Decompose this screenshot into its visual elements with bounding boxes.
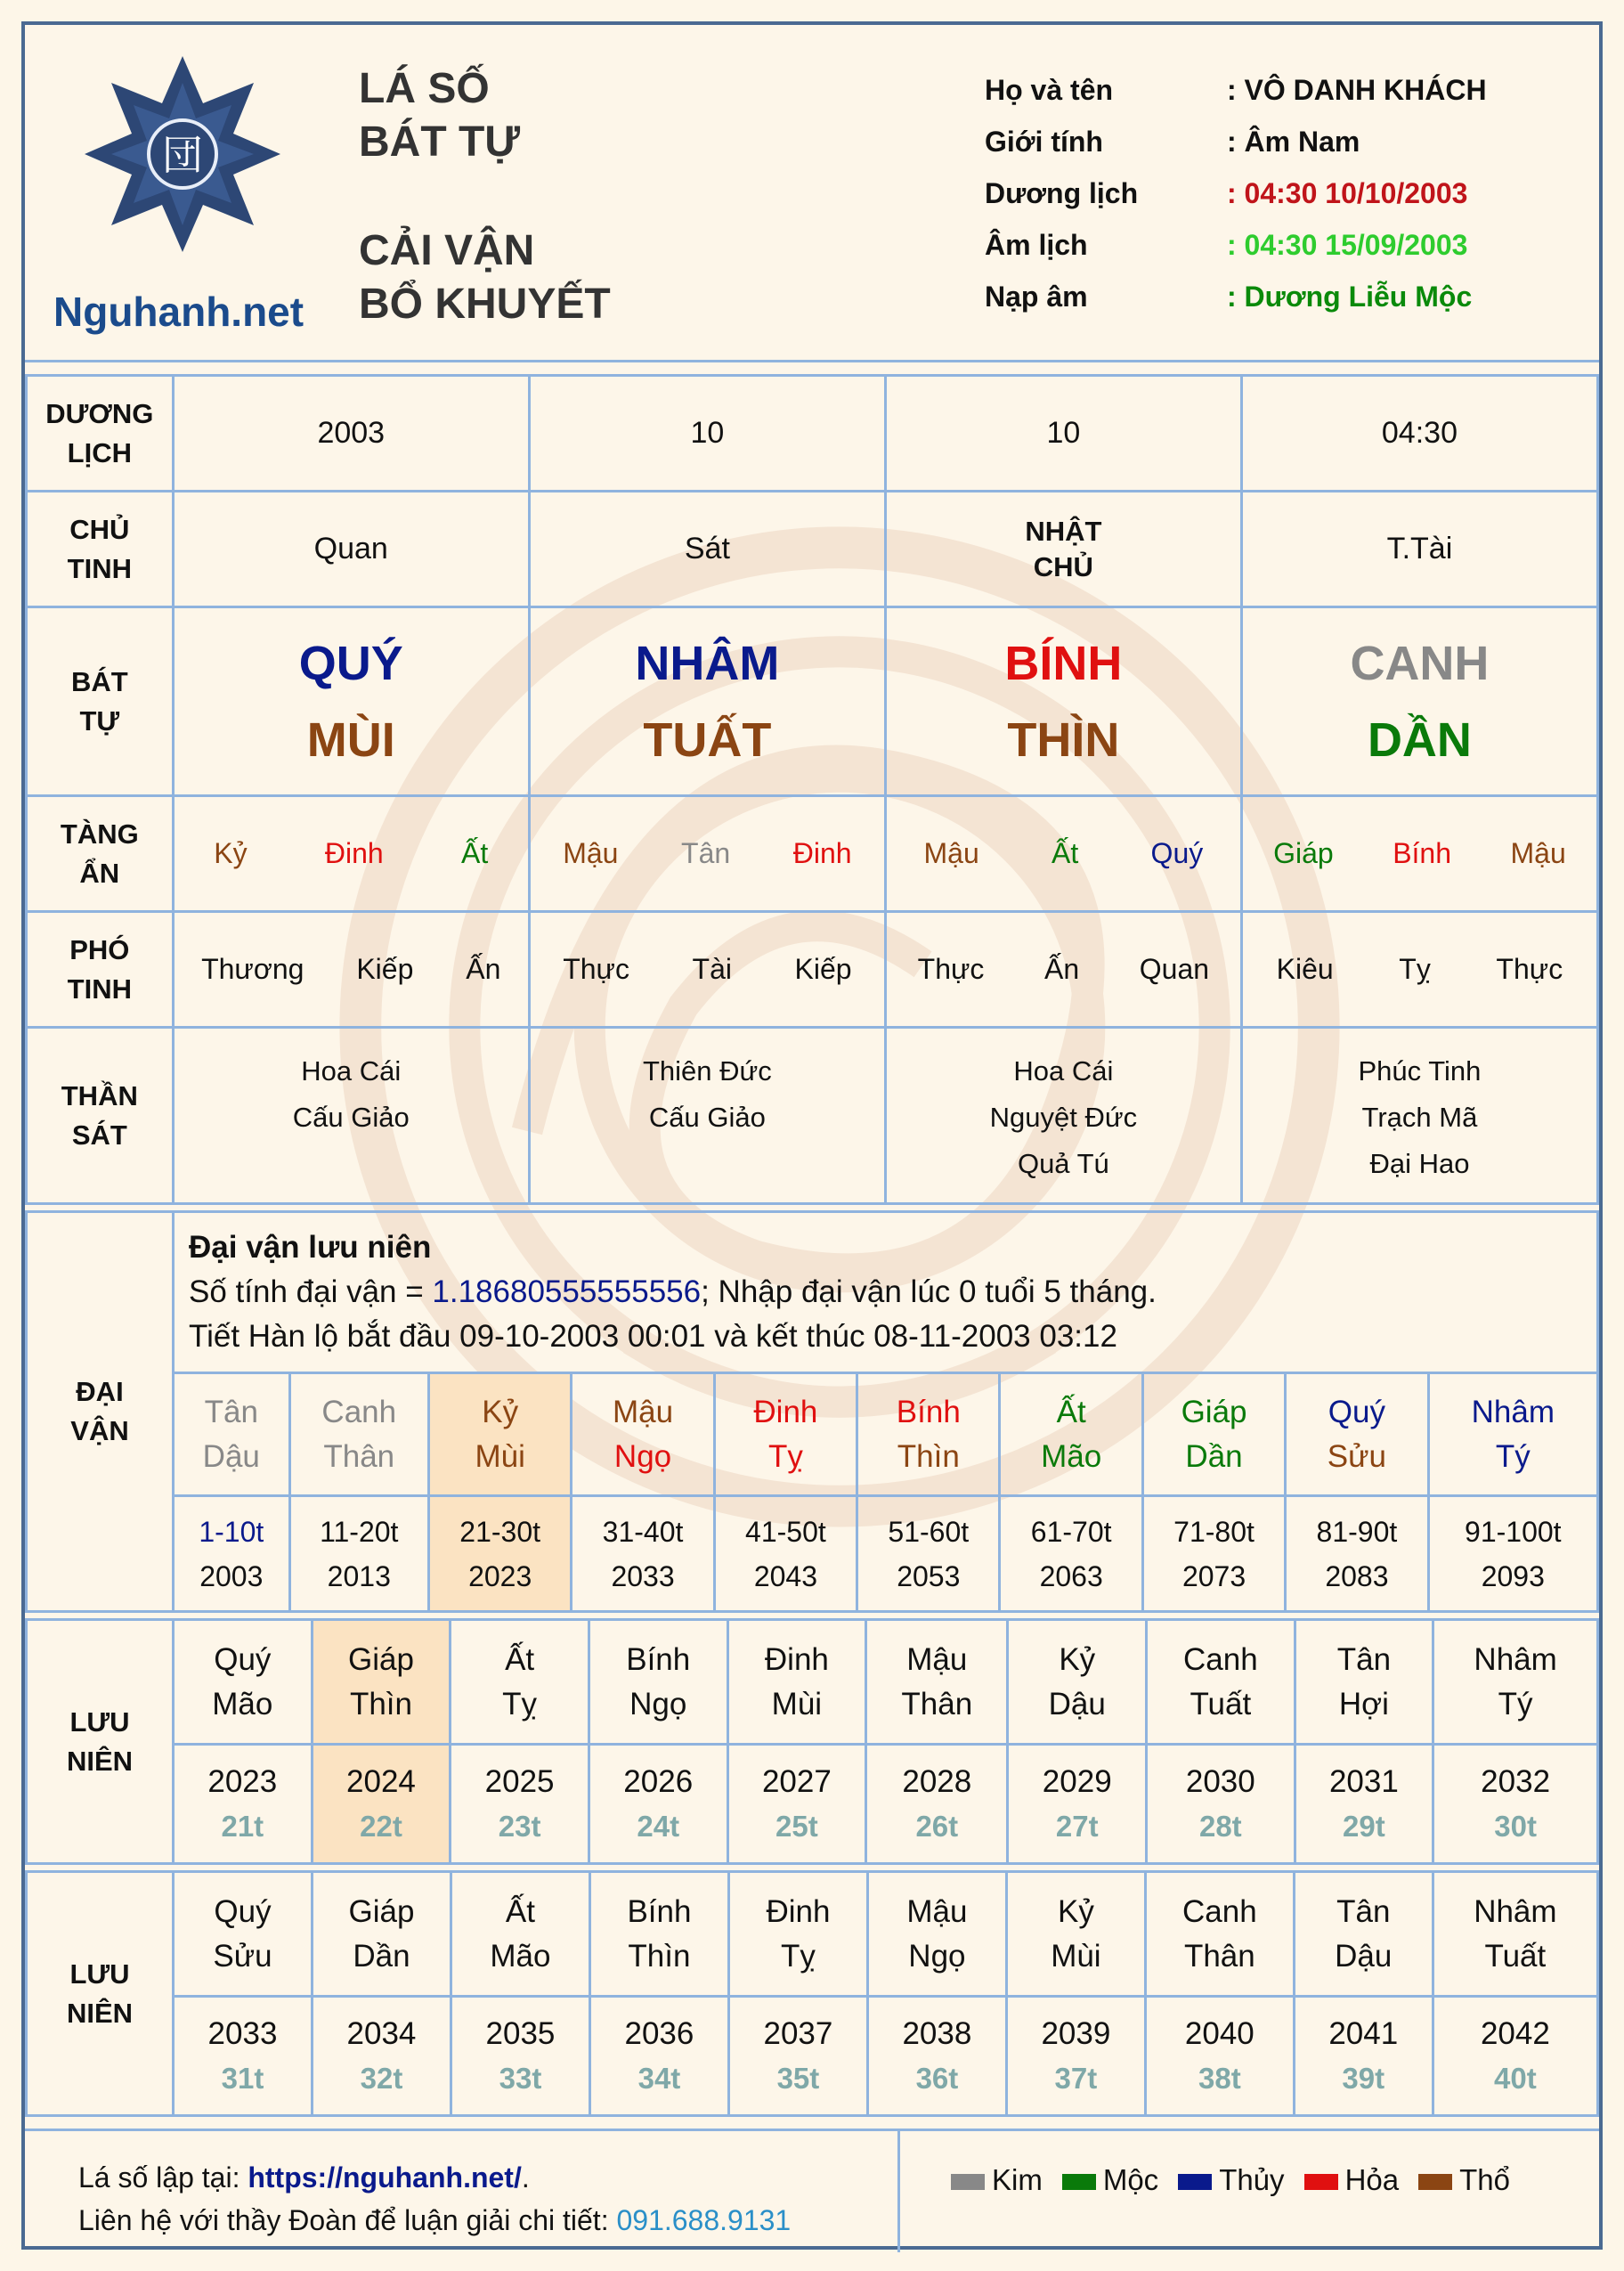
luu-nien-2-year-3: 2035 33t	[451, 1997, 589, 2116]
dai-van-age-10: 91-100t 2093	[1428, 1496, 1597, 1612]
luu-nien-1-year-9: 2031 29t	[1295, 1745, 1433, 1864]
site-name[interactable]: Nguhanh.net	[53, 289, 304, 335]
dai-van-age-3: 21-30t 2023	[428, 1496, 571, 1612]
row-tang-an	[27, 796, 1598, 912]
chu-tinh-day: NHẬT CHỦ	[885, 492, 1241, 607]
luu-nien-1-cell-10: Nhâm Tý	[1433, 1620, 1598, 1745]
pho-tinh-hour: Kiêu Tỵ Thực	[1241, 912, 1597, 1028]
luu-nien-1-cell-5: Đinh Mùi	[727, 1620, 866, 1745]
legend-swatch-icon	[1418, 2174, 1452, 2190]
luu-nien-2-cell-3: Ất Mão	[451, 1872, 589, 1997]
than-sat-month: Thiên Đức Cấu Giảo	[529, 1028, 885, 1204]
pillar-day: BÍNH THÌN	[885, 607, 1241, 796]
pho-tinh-year: Thương Kiếp Ấn	[173, 912, 529, 1028]
tang-an-year: Kỷ Đinh Ất	[173, 796, 529, 912]
chart-title: LÁ SỐ BÁT TỰ CẢI VẬN BỔ KHUYẾT	[359, 65, 611, 328]
row-duong-lich	[27, 376, 1598, 492]
dai-van-age-7: 61-70t 2063	[1000, 1496, 1142, 1612]
luu-nien-2-year-6: 2038 36t	[867, 1997, 1006, 2116]
label-than-sat: THẦN SÁT	[27, 1028, 174, 1204]
luu-nien-2-year-2: 2034 32t	[312, 1997, 451, 2116]
header-divider	[25, 360, 1599, 362]
personal-info: Họ và tên : VÔ DANH KHÁCH Giới tính : Âm Nam Dương lịch : 04:30 10/10/2003 Âm lịch : 04:30 15/09/2003 Nạp âm : Dương Liễu Mộc	[985, 74, 1487, 313]
than-sat-day: Hoa Cái Nguyệt Đức Quả Tú	[885, 1028, 1241, 1204]
label-luu-nien-1: LƯU NIÊN	[27, 1620, 174, 1864]
luu-nien-1-cell-9: Tân Hợi	[1295, 1620, 1433, 1745]
label-bat-tu: BÁT TỰ	[27, 607, 174, 796]
luu-nien-2-year-10: 2042 40t	[1433, 1997, 1597, 2116]
luu-nien-1-year-8: 2030 28t	[1147, 1745, 1295, 1864]
legend-item-Thủy: Thủy	[1178, 2163, 1284, 2197]
luu-nien-2-cell-8: Canh Thân	[1145, 1872, 1294, 1997]
pillar-month: NHÂM TUẤT	[529, 607, 885, 796]
dai-van-cell-10: Nhâm Tý	[1428, 1373, 1597, 1496]
legend-item-Kim: Kim	[951, 2163, 1043, 2197]
luu-nien-table-1	[25, 1618, 1599, 1865]
chu-tinh-month: Sát	[529, 492, 885, 607]
dai-van-cell-1: Tân Dậu	[174, 1373, 290, 1496]
luu-nien-1-year-5: 2027 25t	[727, 1745, 866, 1864]
label-tang-an: TÀNG ẨN	[27, 796, 174, 912]
duong-year: 2003	[173, 376, 529, 492]
dai-van-age-9: 81-90t 2083	[1286, 1496, 1428, 1612]
tang-an-month: Mậu Tân Đinh	[529, 796, 885, 912]
luu-nien-table-2	[25, 1870, 1599, 2117]
luu-nien-2-cell-10: Nhâm Tuất	[1433, 1872, 1597, 1997]
tang-an-hour: Giáp Bính Mậu	[1241, 796, 1597, 912]
footer-text: Lá số lập tại: https://nguhanh.net/. Liên hệ với thầy Đoàn để luận giải chi tiết: 091.688.9131	[78, 2161, 792, 2236]
legend-item-Mộc: Mộc	[1062, 2163, 1158, 2197]
luu-nien-2-cell-2: Giáp Dần	[312, 1872, 451, 1997]
row-bat-tu	[27, 607, 1598, 796]
legend-item-Thổ: Thổ	[1418, 2163, 1510, 2197]
luu-nien-1-cell-4: Bính Ngọ	[589, 1620, 727, 1745]
dai-van-cell-5: Đinh Tỵ	[714, 1373, 857, 1496]
luu-nien-2-cell-4: Bính Thìn	[589, 1872, 728, 1997]
legend-swatch-icon	[951, 2174, 985, 2190]
than-sat-hour: Phúc Tinh Trạch Mã Đại Hao	[1241, 1028, 1597, 1204]
luu-nien-1-year-10: 2032 30t	[1433, 1745, 1598, 1864]
dai-van-age-8: 71-80t 2073	[1142, 1496, 1285, 1612]
luu-nien-2-cell-7: Kỷ Mùi	[1006, 1872, 1145, 1997]
luu-nien-1-cell-6: Mậu Thân	[866, 1620, 1008, 1745]
dai-van-cell-9: Quý Sửu	[1286, 1373, 1428, 1496]
luu-nien-2-year-1: 2033 31t	[174, 1997, 313, 2116]
than-sat-year: Hoa Cái Cấu Giảo	[173, 1028, 529, 1204]
dai-van-cell-6: Bính Thìn	[857, 1373, 1000, 1496]
duong-hour: 04:30	[1241, 376, 1597, 492]
legend-swatch-icon	[1178, 2174, 1212, 2190]
dai-van-age-6: 51-60t 2053	[857, 1496, 1000, 1612]
pillar-grid	[25, 374, 1599, 2117]
chu-tinh-hour: T.Tài	[1241, 492, 1597, 607]
luu-nien-1-cell-2: Giáp Thìn	[312, 1620, 451, 1745]
legend-swatch-icon	[1062, 2174, 1096, 2190]
dai-van-cell-4: Mậu Ngọ	[572, 1373, 714, 1496]
luu-nien-1-year-7: 2029 27t	[1008, 1745, 1147, 1864]
luu-nien-1-cell-1: Quý Mão	[174, 1620, 313, 1745]
luu-nien-2-year-9: 2041 39t	[1294, 1997, 1433, 2116]
luu-nien-2-cell-5: Đinh Tỵ	[728, 1872, 867, 1997]
dai-van-age-5: 41-50t 2043	[714, 1496, 857, 1612]
tang-an-day: Mậu Ất Quý	[885, 796, 1241, 912]
luu-nien-2-cell-6: Mậu Ngọ	[867, 1872, 1006, 1997]
label-duong-lich: DƯƠNG LỊCH	[27, 376, 174, 492]
luu-nien-1-year-6: 2028 26t	[866, 1745, 1008, 1864]
luu-nien-1-year-1: 2023 21t	[174, 1745, 313, 1864]
luu-nien-1-year-2: 2024 22t	[312, 1745, 451, 1864]
luu-nien-1-cell-7: Kỷ Dậu	[1008, 1620, 1147, 1745]
dai-van-age-2: 11-20t 2013	[289, 1496, 428, 1612]
star-logo-icon	[80, 52, 285, 256]
luu-nien-1-year-4: 2026 24t	[589, 1745, 727, 1864]
label-dai-van: ĐẠI VẬN	[27, 1212, 174, 1612]
row-chu-tinh	[27, 492, 1598, 607]
dai-van-age-4: 31-40t 2033	[572, 1496, 714, 1612]
pho-tinh-month: Thực Tài Kiếp	[529, 912, 885, 1028]
phone-link[interactable]: 091.688.9131	[616, 2204, 792, 2236]
dai-van-table	[25, 1210, 1599, 1613]
dai-van-cell-8: Giáp Dần	[1142, 1373, 1285, 1496]
header	[25, 25, 1599, 363]
duong-day: 10	[885, 376, 1241, 492]
row-pho-tinh	[27, 912, 1598, 1028]
logo-glyph: 団	[162, 131, 203, 179]
dai-van-cell-7: Ất Mão	[1000, 1373, 1142, 1496]
luu-nien-2-year-4: 2036 34t	[589, 1997, 728, 2116]
luu-nien-1-year-3: 2025 23t	[451, 1745, 589, 1864]
dai-van-cell-3: Kỷ Mùi	[428, 1373, 571, 1496]
label-chu-tinh: CHỦ TINH	[27, 492, 174, 607]
luu-nien-2-cell-1: Quý Sửu	[174, 1872, 313, 1997]
site-link[interactable]: https://nguhanh.net/	[248, 2161, 522, 2194]
footer	[25, 2129, 1599, 2252]
luu-nien-2-year-7: 2039 37t	[1006, 1997, 1145, 2116]
element-legend	[951, 2163, 1510, 2197]
dai-van-age-1: 1-10t 2003	[174, 1496, 290, 1612]
legend-item-Hỏa: Hỏa	[1304, 2163, 1400, 2197]
duong-month: 10	[529, 376, 885, 492]
chart-sheet	[21, 21, 1603, 2250]
label-luu-nien-2: LƯU NIÊN	[27, 1872, 174, 2116]
dai-van-cell-2: Canh Thân	[289, 1373, 428, 1496]
footer-divider	[897, 2131, 900, 2252]
label-pho-tinh: PHÓ TINH	[27, 912, 174, 1028]
dai-van-info: Đại vận lưu niên Số tính đại vận = 1.18680555555556; Nhập đại vận lúc 0 tuổi 5 tháng. Tiết Hàn lộ bắt đầu 09-10-2003 00:01 và kết thúc 08-11-2003 03:12	[174, 1212, 1598, 1373]
pillar-year: QUÝ MÙI	[173, 607, 529, 796]
legend-swatch-icon	[1304, 2174, 1338, 2190]
row-than-sat	[27, 1028, 1598, 1204]
luu-nien-1-cell-8: Canh Tuất	[1147, 1620, 1295, 1745]
chu-tinh-year: Quan	[173, 492, 529, 607]
luu-nien-2-year-8: 2040 38t	[1145, 1997, 1294, 2116]
luu-nien-2-year-5: 2037 35t	[728, 1997, 867, 2116]
pillar-hour: CANH DẦN	[1241, 607, 1597, 796]
pho-tinh-day: Thực Ấn Quan	[885, 912, 1241, 1028]
luu-nien-2-cell-9: Tân Dậu	[1294, 1872, 1433, 1997]
luu-nien-1-cell-3: Ất Tỵ	[451, 1620, 589, 1745]
